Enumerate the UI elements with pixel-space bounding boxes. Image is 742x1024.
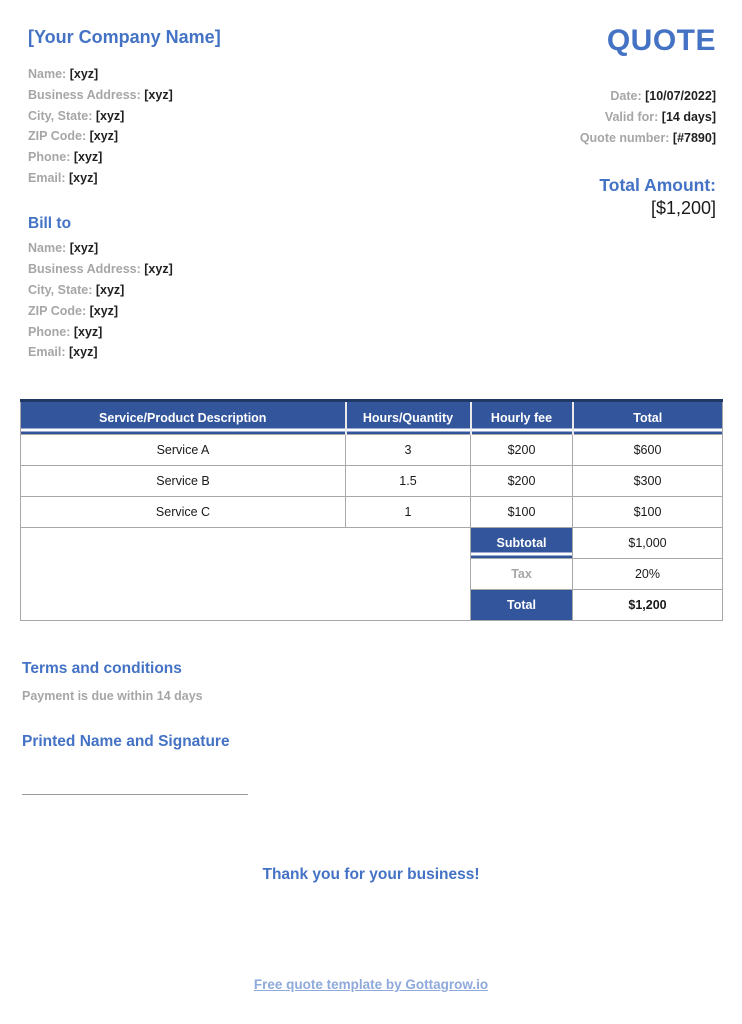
- field-value: [xyz]: [144, 87, 173, 102]
- company-name: [Your Company Name]: [28, 27, 221, 47]
- field-label: Business Address:: [28, 87, 141, 102]
- cell-fee: $200: [471, 466, 573, 497]
- subtotal-label: Subtotal: [471, 528, 573, 559]
- field-value: [xyz]: [89, 303, 119, 318]
- company-info: [28, 26, 221, 220]
- total-amount-value: [$1,200]: [650, 198, 716, 219]
- field-value: [xyz]: [95, 108, 125, 123]
- template-credit-link[interactable]: Free quote template by Gottagrow.io: [253, 977, 489, 992]
- field-label: Valid for:: [604, 109, 659, 124]
- field-label: Phone:: [28, 150, 71, 165]
- field-label: Email:: [28, 345, 66, 360]
- grand-total-label: Total: [471, 590, 573, 621]
- cell-total: $100: [573, 497, 723, 528]
- bill-to-heading: Bill to: [28, 215, 72, 233]
- column-header-hours: Hours/Quantity: [346, 401, 471, 435]
- total-amount-label: Total Amount:: [599, 175, 716, 196]
- column-header-fee: Hourly fee: [471, 401, 573, 435]
- field-label: Phone:: [28, 324, 71, 339]
- cell-description: Service B: [21, 466, 346, 497]
- field-value: [xyz]: [73, 324, 103, 339]
- subtotal-value: $1,000: [573, 528, 723, 559]
- company-field: [28, 168, 221, 189]
- cell-description: Service C: [21, 497, 346, 528]
- document-header: [0, 0, 742, 220]
- company-field: [28, 147, 221, 168]
- summary-empty-cell: [21, 528, 471, 621]
- field-label: Business Address:: [28, 262, 141, 277]
- bill-to-field: [28, 259, 742, 280]
- field-value: [xyz]: [95, 282, 125, 297]
- summary-row-subtotal: [21, 528, 723, 559]
- field-value: [10/07/2022]: [645, 89, 716, 103]
- cell-total: $300: [573, 466, 723, 497]
- bill-to-field: [28, 280, 742, 301]
- signature-line: [22, 794, 248, 795]
- bill-to-section: [0, 214, 742, 363]
- company-field: [28, 126, 221, 147]
- quote-info: [580, 26, 716, 220]
- bill-to-field: [28, 322, 742, 343]
- field-value: [xyz]: [89, 129, 119, 144]
- grand-total-value: $1,200: [573, 590, 723, 621]
- table-row: [21, 497, 723, 528]
- line-items-table: [20, 399, 723, 621]
- column-header-description: Service/Product Description: [21, 401, 346, 435]
- terms-section: [22, 659, 742, 703]
- field-label: Quote number:: [579, 130, 670, 145]
- cell-hours: 1: [346, 497, 471, 528]
- terms-text: Payment is due within 14 days: [22, 689, 203, 704]
- footer: [0, 976, 742, 994]
- cell-hours: 3: [346, 435, 471, 466]
- quote-number: [580, 128, 716, 149]
- field-value: [#7890]: [672, 130, 716, 145]
- quote-date: [580, 86, 716, 107]
- field-value: [xyz]: [73, 150, 103, 165]
- company-field: [28, 106, 221, 127]
- field-value: [14 days]: [661, 109, 716, 124]
- field-value: [xyz]: [69, 345, 98, 360]
- cell-hours: 1.5: [346, 466, 471, 497]
- company-field: [28, 85, 221, 106]
- bill-to-field: [28, 301, 742, 322]
- field-label: Name:: [28, 241, 67, 256]
- cell-fee: $100: [471, 497, 573, 528]
- cell-total: $600: [573, 435, 723, 466]
- table-row: [21, 466, 723, 497]
- thank-you-message: Thank you for your business!: [262, 866, 480, 883]
- quote-valid-for: [580, 107, 716, 128]
- column-header-total: Total: [573, 401, 723, 435]
- field-label: ZIP Code:: [28, 129, 87, 144]
- company-field: [28, 64, 221, 85]
- field-value: [xyz]: [144, 262, 173, 277]
- cell-description: Service A: [21, 435, 346, 466]
- bill-to-field: [28, 238, 742, 259]
- signature-heading: Printed Name and Signature: [22, 733, 230, 751]
- table-row: [21, 435, 723, 466]
- terms-heading: Terms and conditions: [22, 660, 182, 678]
- tax-value: 20%: [573, 559, 723, 590]
- tax-label: Tax: [471, 559, 573, 590]
- field-label: City, State:: [28, 108, 93, 123]
- field-value: [xyz]: [69, 170, 98, 185]
- field-value: [xyz]: [69, 241, 99, 256]
- quote-title: QUOTE: [606, 24, 716, 57]
- field-label: Name:: [28, 67, 67, 81]
- field-value: [xyz]: [69, 67, 99, 81]
- cell-fee: $200: [471, 435, 573, 466]
- field-label: City, State:: [28, 282, 93, 297]
- field-label: ZIP Code:: [28, 303, 87, 318]
- field-label: Date:: [610, 89, 642, 103]
- table-header-row: [21, 401, 723, 435]
- bill-to-field: [28, 342, 742, 363]
- field-label: Email:: [28, 170, 66, 185]
